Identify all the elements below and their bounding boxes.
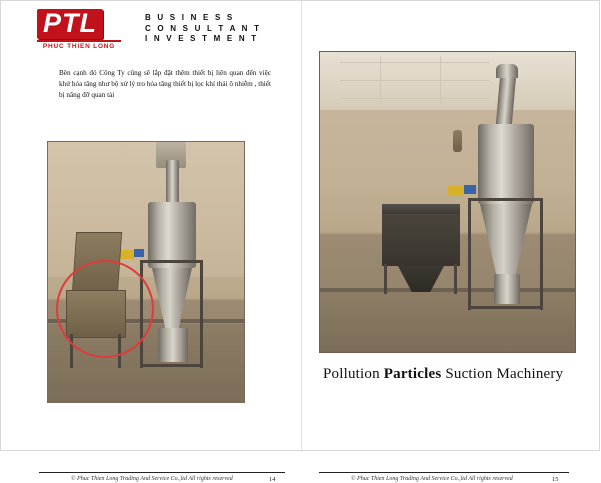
- photo-right-ceiling-grid-3: [340, 98, 490, 99]
- photo-left-dust-bucket: [158, 328, 188, 362]
- photo-left-yellow-tag: [120, 250, 134, 259]
- photo-right-ceiling-grid-5: [440, 56, 441, 104]
- right-page: [301, 56, 601, 483]
- tagline-line-1: B U S I N E S S: [145, 13, 235, 23]
- caption: [323, 366, 593, 383]
- photo-right-outlet-cap: [496, 64, 518, 78]
- ptl-logo: [37, 9, 123, 49]
- document-header: [37, 9, 261, 49]
- right-page-number: 15: [552, 476, 559, 483]
- photo-right-frame-leg-1: [468, 198, 471, 310]
- photo-right-skirting: [320, 288, 575, 292]
- photo-right: [319, 51, 576, 353]
- photo-left-cyclone-body: [148, 202, 196, 268]
- photo-left-frame-top: [140, 260, 203, 263]
- left-footer-rule: [39, 472, 285, 473]
- tagline-line-2: C O N S U L T A N T: [145, 23, 262, 33]
- left-page-number: 14: [269, 476, 276, 483]
- photo-right-floor: [320, 292, 575, 352]
- logo-rule: [37, 40, 121, 42]
- photo-left-inlet-pipe: [166, 160, 179, 204]
- right-footer-rule: [319, 472, 569, 473]
- caption-bold: Particles: [383, 366, 442, 382]
- photo-right-ceiling-grid-2: [340, 80, 490, 81]
- caption-part-2: Suction Machinery: [441, 366, 564, 382]
- left-page: [1, 56, 301, 483]
- photo-right-hopper-body: [382, 214, 460, 266]
- photo-right-dust-bucket: [494, 274, 520, 304]
- photo-left-frame-leg-2: [200, 260, 203, 368]
- right-footer-text: © Phuc Thien Long Trading And Service Co.,ltd All rights reserved: [351, 476, 513, 482]
- photo-left-blue-tag: [134, 249, 144, 257]
- photo-left: [47, 141, 245, 403]
- photo-right-frame-leg-2: [540, 198, 543, 310]
- photo-right-wall-lamp: [453, 130, 462, 152]
- logo-subtitle: PHUC THIEN LONG: [42, 43, 116, 50]
- caption-part-1: Pollution: [323, 366, 384, 382]
- photo-left-frame-bottom: [140, 364, 203, 367]
- photo-right-hopper-lid: [382, 204, 460, 214]
- photo-right-frame-bottom: [468, 306, 543, 309]
- photo-right-ceiling: [320, 52, 575, 110]
- photo-right-yellow-tag: [448, 186, 464, 196]
- photo-right-ceiling-grid-1: [340, 62, 490, 63]
- photo-right-blue-tag: [464, 185, 476, 194]
- logo-text: PTL: [37, 9, 103, 39]
- tagline-line-3: I N V E S T M E N T: [145, 34, 259, 44]
- photo-right-ceiling-grid-4: [380, 56, 381, 104]
- left-footer-text: © Phuc Thien Long Trading And Service Co.,ltd All rights reserved: [71, 476, 233, 482]
- photo-right-hopper-leg-2: [454, 264, 457, 294]
- photo-right-hopper-leg-1: [384, 264, 387, 294]
- left-page-body-text: Bên cạnh đó Công Ty cũng sẽ lắp đặt thêm thiết bị liên quan đến việc khử hóa tăng như bộ xử lý tro hóa tăng thiết bị lọc khí thải ô nhiễm , thiết bị nâng đỡ quan tài: [59, 69, 271, 99]
- brand-tagline: [145, 13, 261, 45]
- photo-right-cyclone-body: [478, 124, 534, 204]
- highlight-circle: [56, 260, 154, 358]
- photo-right-frame-top: [468, 198, 543, 201]
